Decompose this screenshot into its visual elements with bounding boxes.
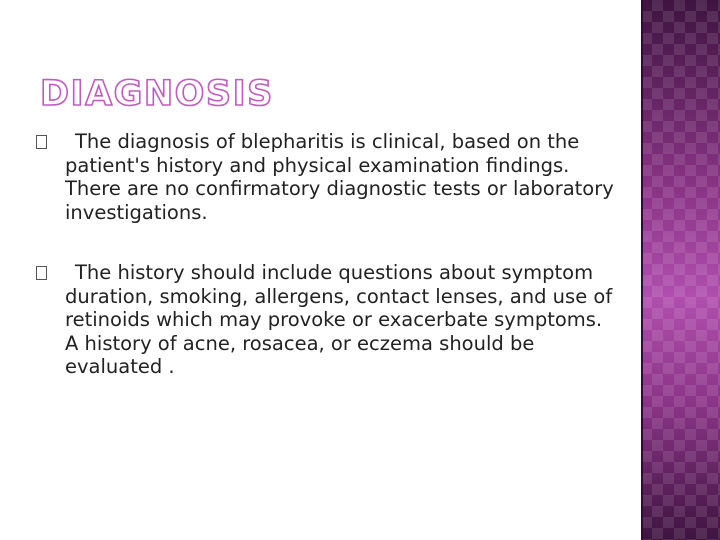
box-bullet-icon [36, 266, 47, 280]
bullet-text: The diagnosis of blepharitis is clinical, based on the patient's history and physical examination findings. There are no confirmatory diagnostic tests or laboratory investigations. [65, 130, 614, 224]
bullet-item-diagnosis [36, 130, 616, 224]
decorative-side-panel [641, 0, 720, 540]
bullet-item-history [36, 261, 616, 379]
slide-title: DIAGNOSIS [40, 74, 274, 114]
bullet-list [36, 130, 616, 379]
side-panel-edge [641, 0, 643, 540]
bullet-text: The history should include questions about symptom duration, smoking, allergens, contact lenses, and use of retinoids which may provoke or exacerbate symptoms. A history of acne, rosacea, or eczema should be evaluated . [65, 261, 613, 378]
box-bullet-icon [36, 135, 47, 149]
